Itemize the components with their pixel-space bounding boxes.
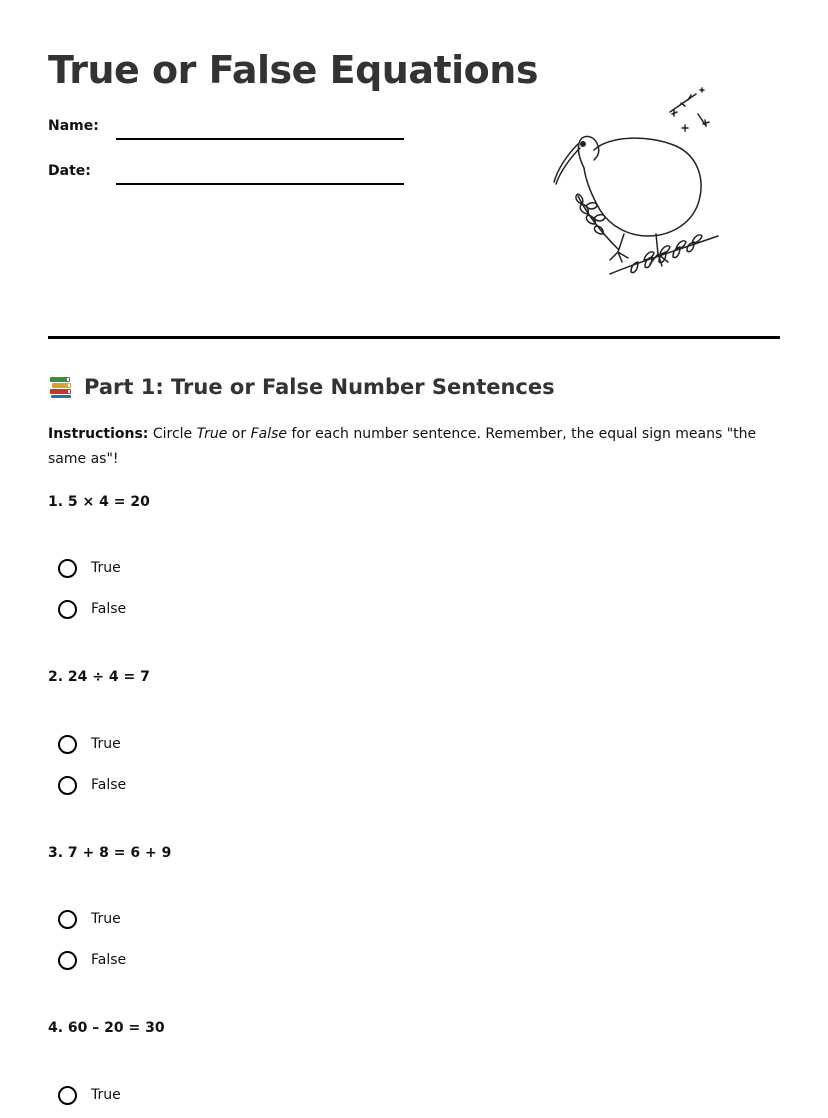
option-label: False: [91, 601, 127, 617]
option-label: True: [91, 560, 121, 576]
name-field[interactable]: [116, 138, 404, 140]
radio-button[interactable]: [58, 951, 77, 970]
option-label: True: [91, 911, 121, 927]
radio-button[interactable]: [58, 735, 77, 754]
option-true[interactable]: [58, 1083, 121, 1107]
radio-button[interactable]: [58, 910, 77, 929]
question-label: 2. 24 ÷ 4 = 7: [48, 669, 150, 685]
option-true[interactable]: [58, 556, 121, 580]
instructions-text-2: or: [227, 426, 251, 442]
option-true[interactable]: [58, 907, 121, 931]
instructions-true-word: True: [196, 426, 228, 442]
radio-button[interactable]: [58, 776, 77, 795]
question-label: 4. 60 – 20 = 30: [48, 1020, 165, 1036]
instructions-lead: Instructions:: [48, 426, 149, 442]
instructions-text-3: for each number sentence. Remember, the equal sign means "the same as"!: [48, 426, 757, 467]
option-false[interactable]: [58, 773, 126, 797]
radio-button[interactable]: [58, 1086, 77, 1105]
kiwi-bird-icon: [548, 84, 723, 284]
question-label: 1. 5 × 4 = 20: [48, 494, 150, 510]
date-field[interactable]: [116, 183, 404, 185]
option-label: False: [91, 952, 127, 968]
instructions: [48, 422, 778, 472]
question-label: 3. 7 + 8 = 6 + 9: [48, 845, 172, 861]
instructions-text-1: Circle: [148, 426, 197, 442]
instructions-false-word: False: [250, 426, 287, 442]
section-divider: [48, 336, 780, 339]
option-label: True: [91, 736, 121, 752]
option-label: False: [91, 777, 127, 793]
page-title: True or False Equations: [48, 48, 538, 92]
option-label: True: [91, 1087, 121, 1103]
option-true[interactable]: [58, 732, 121, 756]
name-label: Name:: [48, 118, 99, 134]
date-label: Date:: [48, 163, 91, 179]
radio-button[interactable]: [58, 600, 77, 619]
option-false[interactable]: [58, 597, 126, 621]
section-title-text: Part 1: True or False Number Sentences: [84, 375, 555, 399]
books-icon: [48, 374, 74, 400]
radio-button[interactable]: [58, 559, 77, 578]
option-false[interactable]: [58, 948, 126, 972]
section-title: [48, 374, 555, 400]
